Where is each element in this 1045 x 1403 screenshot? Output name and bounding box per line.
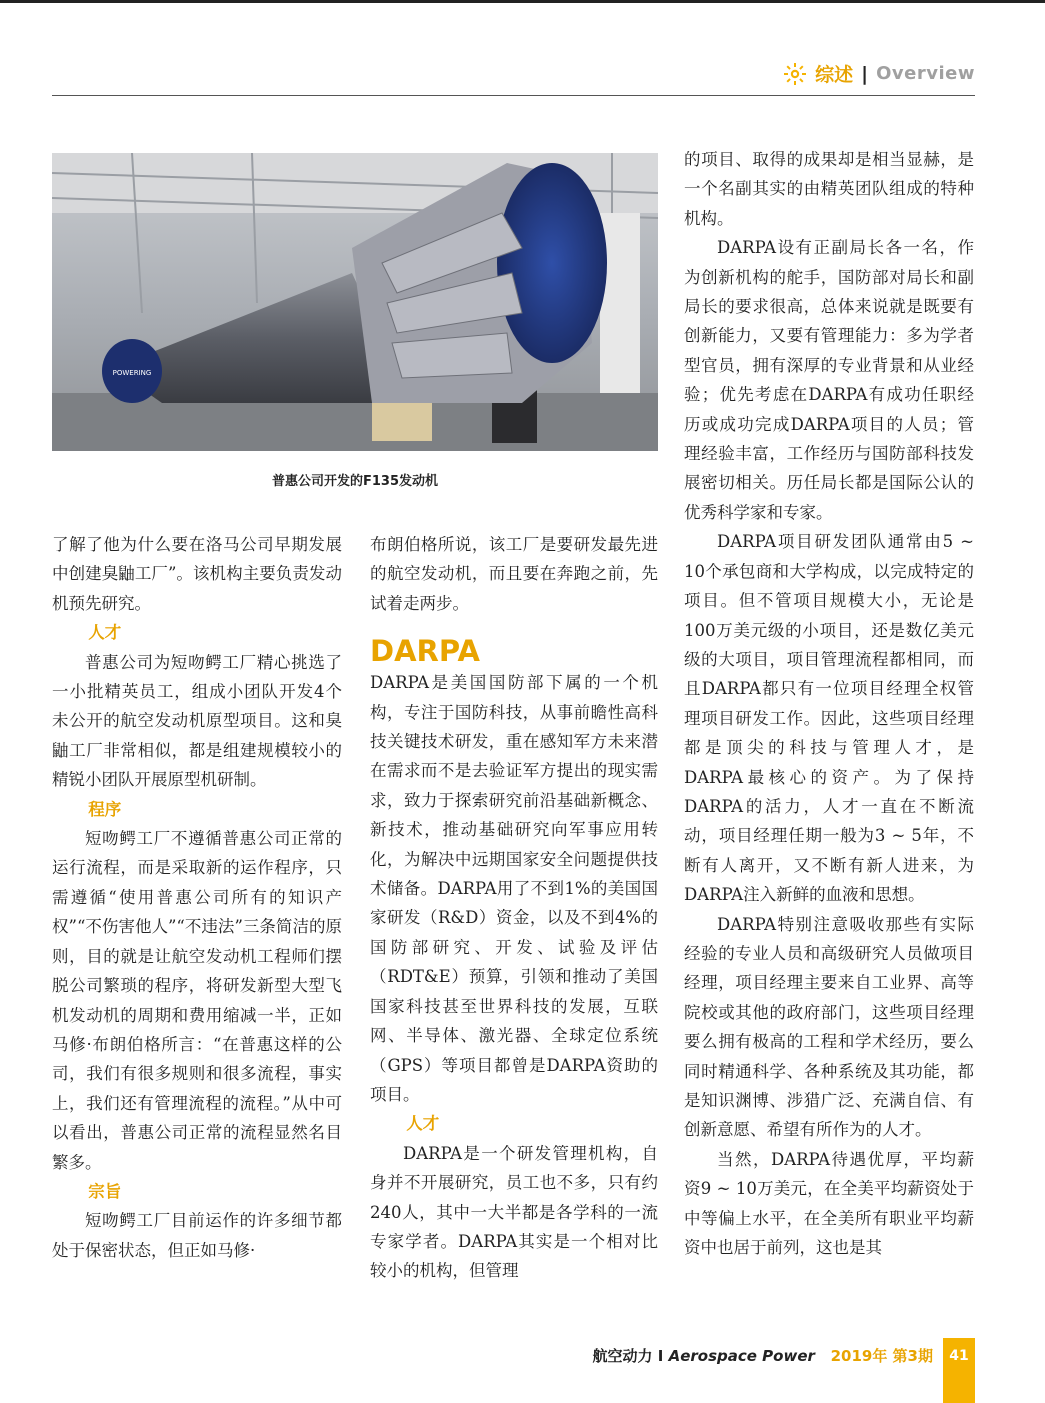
paragraph: DARPA特别注意吸收那些有实际经验的专业人员和高级研究人员做项目经理，项目经理主要来自工业界、高等院校或其他的政府部门，这些项目经理要么拥有极高的工程和学术经历，要么同时精通科学、各种系统及其功能，都是知识渊博、涉猎广泛、充满自信、有创新意愿、希望有所作为的人才。 [684, 914, 974, 1140]
paragraph: 普惠公司为短吻鳄工厂精心挑选了一小批精英员工，组成小团队开发4个未公开的航空发动机原型项目。这和臭鼬工厂非常相似，都是组建规模较小的精锐小团队开展原型机研制。 [52, 652, 342, 790]
issue-label: 2019年 第3期 [830, 1347, 933, 1365]
page-number-tab [943, 1338, 975, 1403]
paragraph: 的项目、取得的成果却是相当显赫，是一个名副其实的由精英团队组成的特种机构。 [684, 150, 974, 228]
paragraph: DARPA是一个研发管理机构，自身并不开展研究，员工也不多，只有约240人，其中一大半都是各学科的一流专家学者。DARPA其实是一个相对比较小的机构，但管理 [370, 1143, 658, 1281]
figure-caption: 普惠公司开发的F135发动机 [271, 474, 439, 489]
subheading: 宗旨 [88, 1181, 122, 1201]
paragraph: 短吻鳄工厂不遵循普惠公司正常的运行流程，而是采取新的运作程序，只需遵循“使用普惠公司所有的知识产权”“不伤害他人”“不违法”三条简洁的原则，目的就是让航空发动机工程师们摆脱公司繁琐的程序，将研发新型大型飞机发动机的周期和费用缩减一半，正如马修·布朗伯格所言：“在普惠这样的公司，我们有很多规则和很多流程，事实上，我们还有管理流程的流程。”从中可以看出，普惠公司正常的流程显然名目繁多。 [52, 829, 342, 1172]
subheading: 程序 [88, 799, 122, 819]
section-separator: | [861, 62, 869, 85]
paragraph: 了解了他为什么要在洛马公司早期发展中创建臭鼬工厂”。该机构主要负责发动机预先研究。 [52, 535, 342, 613]
engine-photo [52, 153, 658, 451]
paragraph: 短吻鳄工厂目前运作的许多细节都处于保密状态，但正如马修· [52, 1211, 342, 1260]
top-rule [0, 0, 1045, 3]
subheading: 人才 [406, 1114, 440, 1134]
subheading: 人才 [88, 623, 122, 643]
paragraph: 当然，DARPA待遇优厚，平均薪资9 ~ 10万美元，在全美平均薪资处于中等偏上水平，在全美所有职业平均薪资中也居于前列，这也是其 [684, 1149, 974, 1258]
section-title-en: Overview [876, 63, 975, 84]
magazine-name-en: Aerospace Power [668, 1347, 815, 1365]
paragraph: DARPA是美国国防部下属的一个机构，专注于国防科技，从事前瞻性高科技关键技术研发，重在感知军方未来潜在需求而不是去验证军方提出的现实需求，致力于探索研究前沿基础新概念、新技术，推动基础研究向军事应用转化，为解决中远期国家安全问题提供技术储备。DARPA用了不到1%的美国国家研发（R&D）资金，以及不到4%的国防部研究、开发、试验及评估（RDT&E）预算，引领和推动了美国国家科技甚至世界科技的发展，互联网、半导体、激光器、全球定位系统（GPS）等项目都曾是DARPA资助的项目。 [370, 673, 658, 1104]
footer-separator: I [657, 1347, 664, 1365]
page-number: 41 [949, 1348, 969, 1364]
section-title-cn: 综述 [815, 64, 854, 86]
column-3 [684, 145, 974, 1262]
column-2 [370, 530, 658, 1286]
page-footer [593, 1345, 933, 1366]
column-1 [52, 530, 342, 1265]
paragraph: DARPA设有正副局长各一名，作为创新机构的舵手，国防部对局长和副局长的要求很高，总体来说就是既要有创新能力，又要有管理能力：多为学者型官员，拥有深厚的专业背景和从业经验；优先考虑在DARPA有成功任职经历或成功完成DARPA项目的人员；管理经验丰富，工作经历与国防部科技发展密切相关。历任局长都是国际公认的优秀科学家和专家。 [684, 238, 974, 522]
svg-text:POWERING: POWERING [112, 369, 152, 377]
section-title: DARPA [370, 634, 480, 669]
sun-logo-icon [783, 62, 807, 86]
paragraph: DARPA项目研发团队通常由5 ~ 10个承包商和大学构成，以完成特定的项目。但不管项目规模大小，无论是100万美元级的小项目，还是数亿美元级的大项目，项目管理流程都相同，而且DARPA都只有一位项目经理全权管理项目研发工作。因此，这些项目经理都是顶尖的科技与管理人才，是DARPA最核心的资产。为了保持DARPA的活力，人才一直在不断流动，项目经理任期一般为3 ~ 5年，不断有人离开，又不断有新人进来，为DARPA注入新鲜的血液和思想。 [684, 532, 974, 905]
paragraph: 布朗伯格所说，该工厂是要研发最先进的航空发动机，而且要在奔跑之前，先试着走两步。 [370, 535, 658, 613]
section-header [783, 60, 975, 87]
magazine-name-cn: 航空动力 [592, 1347, 653, 1365]
header-rule [52, 95, 975, 96]
